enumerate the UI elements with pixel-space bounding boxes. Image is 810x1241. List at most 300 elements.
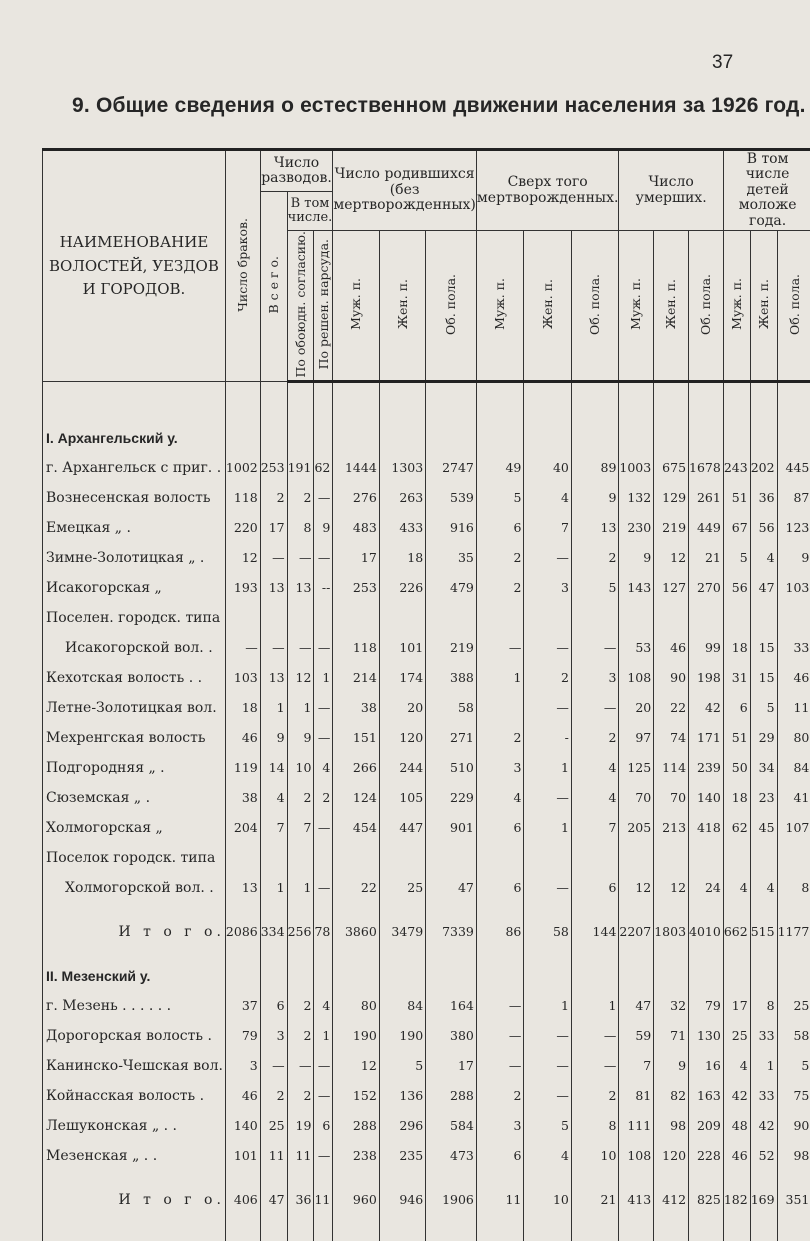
empty-cell [314, 961, 333, 991]
value-cell: 8 [571, 1111, 619, 1141]
value-cell: 1 [750, 1051, 777, 1081]
value-cell: 9 [777, 543, 810, 573]
name-column-header: НАИМЕНОВАНИЕ ВОЛОСТЕЙ, УЕЗДОВ И ГОРОДОВ. [43, 150, 226, 382]
empty-cell [524, 423, 572, 453]
value-cell: 182 [723, 1185, 750, 1215]
value-cell: 62 [723, 813, 750, 843]
value-cell: 101 [225, 1141, 260, 1171]
value-cell: 271 [426, 723, 477, 753]
value-cell: 24 [689, 873, 724, 903]
value-cell: 25 [723, 1021, 750, 1051]
value-cell: 17 [260, 513, 287, 543]
died-male-header: Муж. п. [619, 231, 654, 382]
value-cell: 5 [379, 1051, 425, 1081]
value-cell: 9 [654, 1051, 689, 1081]
died-both-header: Об. пола. [689, 231, 724, 382]
value-cell: — [571, 1051, 619, 1081]
value-cell: 49 [476, 453, 524, 483]
value-cell: 46 [225, 1081, 260, 1111]
value-cell: 205 [619, 813, 654, 843]
value-cell: 130 [689, 1021, 724, 1051]
value-cell: 473 [426, 1141, 477, 1171]
value-cell: 3 [476, 753, 524, 783]
value-cell: 1 [314, 663, 333, 693]
value-cell: 6 [476, 813, 524, 843]
value-cell: 675 [654, 453, 689, 483]
value-cell [426, 843, 477, 873]
value-cell: 4010 [689, 917, 724, 947]
empty-cell [43, 1215, 226, 1241]
stillborn-both-header: Об. пола. [571, 231, 619, 382]
value-cell: 946 [379, 1185, 425, 1215]
empty-cell [571, 947, 619, 961]
value-cell [333, 843, 379, 873]
empty-cell [750, 382, 777, 424]
empty-cell [379, 382, 425, 424]
value-cell: 108 [619, 1141, 654, 1171]
empty-cell [654, 382, 689, 424]
value-cell: 5 [777, 1051, 810, 1081]
table-row [43, 1081, 810, 1111]
value-cell: 1002 [225, 453, 260, 483]
value-cell: 228 [689, 1141, 724, 1171]
empty-cell [750, 903, 777, 917]
value-cell: 219 [654, 513, 689, 543]
value-cell: 129 [654, 483, 689, 513]
value-cell: 14 [260, 753, 287, 783]
empty-cell [379, 423, 425, 453]
value-cell: 9 [619, 543, 654, 573]
empty-cell [287, 903, 314, 917]
value-cell [777, 603, 810, 633]
value-cell: 2 [476, 543, 524, 573]
value-cell: 58 [426, 693, 477, 723]
empty-cell [689, 423, 724, 453]
value-cell: 11 [287, 1141, 314, 1171]
table-row [43, 513, 810, 543]
empty-cell [777, 903, 810, 917]
value-cell [571, 843, 619, 873]
value-cell: 80 [777, 723, 810, 753]
value-cell: 20 [379, 693, 425, 723]
row-name: Холмогорская „ [43, 813, 226, 843]
value-cell [287, 603, 314, 633]
value-cell: 59 [619, 1021, 654, 1051]
value-cell: 380 [426, 1021, 477, 1051]
value-cell: 2 [314, 783, 333, 813]
value-cell: 17 [723, 991, 750, 1021]
value-cell: 1 [476, 663, 524, 693]
value-cell: 23 [750, 783, 777, 813]
value-cell: 46 [723, 1141, 750, 1171]
value-cell: 418 [689, 813, 724, 843]
value-cell: 47 [260, 1185, 287, 1215]
value-cell: 118 [333, 633, 379, 663]
empty-cell [314, 947, 333, 961]
value-cell: 454 [333, 813, 379, 843]
row-name: Холмогорской вол. . [43, 873, 226, 903]
value-cell: 29 [750, 723, 777, 753]
statistics-table [42, 148, 810, 1241]
value-cell: — [524, 873, 572, 903]
value-cell: 214 [333, 663, 379, 693]
value-cell: 25 [260, 1111, 287, 1141]
value-cell: 12 [225, 543, 260, 573]
value-cell: 19 [287, 1111, 314, 1141]
value-cell: 5 [750, 693, 777, 723]
value-cell: 433 [379, 513, 425, 543]
value-cell: 136 [379, 1081, 425, 1111]
spacer-row [43, 382, 810, 424]
value-cell: 9 [260, 723, 287, 753]
value-cell: 5 [476, 483, 524, 513]
value-cell [750, 843, 777, 873]
value-cell: 412 [654, 1185, 689, 1215]
value-cell: 74 [654, 723, 689, 753]
value-cell: 4 [524, 1141, 572, 1171]
value-cell: — [314, 723, 333, 753]
empty-cell [723, 382, 750, 424]
value-cell: 2 [287, 783, 314, 813]
row-name: Канинско-Чешская вол. [43, 1051, 226, 1081]
value-cell: 253 [260, 453, 287, 483]
empty-cell [723, 903, 750, 917]
value-cell: 105 [379, 783, 425, 813]
value-cell: — [476, 1021, 524, 1051]
row-name: Дорогорская волость . [43, 1021, 226, 1051]
empty-cell [689, 382, 724, 424]
empty-cell [426, 382, 477, 424]
empty-cell [260, 1215, 287, 1241]
empty-cell [723, 423, 750, 453]
value-cell: 261 [689, 483, 724, 513]
value-cell: 253 [333, 573, 379, 603]
value-cell: 3 [524, 573, 572, 603]
value-cell [426, 603, 477, 633]
value-cell: — [314, 1141, 333, 1171]
empty-cell [619, 1171, 654, 1185]
value-cell: — [314, 483, 333, 513]
value-cell: 2 [476, 573, 524, 603]
value-cell: 16 [689, 1051, 724, 1081]
value-cell: 101 [379, 633, 425, 663]
value-cell: 4 [750, 543, 777, 573]
value-cell: 17 [333, 543, 379, 573]
table-row [43, 1021, 810, 1051]
value-cell: 2207 [619, 917, 654, 947]
empty-cell [619, 382, 654, 424]
value-cell: 42 [750, 1111, 777, 1141]
value-cell: 1444 [333, 453, 379, 483]
value-cell: 1 [524, 753, 572, 783]
value-cell: 140 [689, 783, 724, 813]
spacer-row [43, 1215, 810, 1241]
empty-cell [43, 947, 226, 961]
value-cell: 1803 [654, 917, 689, 947]
value-cell: 70 [654, 783, 689, 813]
empty-cell [225, 1215, 260, 1241]
empty-cell [260, 961, 287, 991]
value-cell: 334 [260, 917, 287, 947]
value-cell: — [314, 1081, 333, 1111]
empty-cell [225, 423, 260, 453]
value-cell: 35 [426, 543, 477, 573]
value-cell: 45 [750, 813, 777, 843]
value-cell [476, 603, 524, 633]
value-cell: 388 [426, 663, 477, 693]
total-row [43, 917, 810, 947]
value-cell: 81 [619, 1081, 654, 1111]
value-cell: 6 [723, 693, 750, 723]
value-cell: 36 [287, 1185, 314, 1215]
row-name: г. Архангельск с приг. . [43, 453, 226, 483]
value-cell: 70 [619, 783, 654, 813]
row-name: Емецкая „ . [43, 513, 226, 543]
value-cell: 47 [426, 873, 477, 903]
value-cell: 960 [333, 1185, 379, 1215]
value-cell: 351 [777, 1185, 810, 1215]
value-cell: 71 [654, 1021, 689, 1051]
value-cell: 15 [750, 663, 777, 693]
value-cell: — [524, 633, 572, 663]
value-cell: 4 [571, 783, 619, 813]
value-cell: 12 [333, 1051, 379, 1081]
empty-cell [379, 1171, 425, 1185]
row-name: Сюземская „ . [43, 783, 226, 813]
empty-cell [379, 961, 425, 991]
value-cell: 584 [426, 1111, 477, 1141]
value-cell: — [524, 1051, 572, 1081]
value-cell: 25 [777, 991, 810, 1021]
empty-cell [524, 1215, 572, 1241]
value-cell: 18 [723, 783, 750, 813]
row-name: Поселок городск. типа [43, 843, 226, 873]
empty-cell [314, 1215, 333, 1241]
empty-cell [619, 903, 654, 917]
value-cell: 238 [333, 1141, 379, 1171]
empty-cell [689, 961, 724, 991]
value-cell [379, 603, 425, 633]
value-cell: 190 [333, 1021, 379, 1051]
value-cell: 36 [750, 483, 777, 513]
value-cell: 2 [571, 1081, 619, 1111]
value-cell: 226 [379, 573, 425, 603]
value-cell: 406 [225, 1185, 260, 1215]
spacer-row [43, 903, 810, 917]
row-name: Летне-Золотицкая вол. [43, 693, 226, 723]
table-row [43, 483, 810, 513]
value-cell: 140 [225, 1111, 260, 1141]
value-cell [260, 603, 287, 633]
value-cell: 17 [426, 1051, 477, 1081]
empty-cell [333, 382, 379, 424]
value-cell: 219 [426, 633, 477, 663]
value-cell [314, 603, 333, 633]
value-cell: 51 [723, 723, 750, 753]
value-cell: — [314, 543, 333, 573]
value-cell: 25 [379, 873, 425, 903]
value-cell: 6 [260, 991, 287, 1021]
spacer-row [43, 947, 810, 961]
value-cell: 1 [260, 873, 287, 903]
empty-cell [476, 382, 524, 424]
value-cell: 144 [571, 917, 619, 947]
empty-cell [750, 961, 777, 991]
value-cell: 916 [426, 513, 477, 543]
value-cell: 37 [225, 991, 260, 1021]
row-name: Кехотская волость . . [43, 663, 226, 693]
value-cell: 447 [379, 813, 425, 843]
empty-cell [689, 1171, 724, 1185]
empty-cell [260, 903, 287, 917]
value-cell: — [260, 543, 287, 573]
value-cell: 163 [689, 1081, 724, 1111]
table-row [43, 753, 810, 783]
empty-cell [43, 382, 226, 424]
value-cell [689, 603, 724, 633]
empty-cell [426, 423, 477, 453]
value-cell: 89 [571, 453, 619, 483]
value-cell: 2 [260, 483, 287, 513]
value-cell: 12 [287, 663, 314, 693]
empty-cell [225, 961, 260, 991]
row-name: Мехренгская волость [43, 723, 226, 753]
died-header: Число умерших. [619, 150, 723, 231]
value-cell: 107 [777, 813, 810, 843]
value-cell [689, 843, 724, 873]
value-cell: — [314, 633, 333, 663]
value-cell: 1 [260, 693, 287, 723]
value-cell: 38 [333, 693, 379, 723]
total-row [43, 1185, 810, 1215]
empty-cell [426, 1215, 477, 1241]
value-cell: 58 [524, 917, 572, 947]
table-row [43, 693, 810, 723]
value-cell: — [571, 693, 619, 723]
value-cell: 40 [524, 453, 572, 483]
value-cell: 75 [777, 1081, 810, 1111]
value-cell: 90 [777, 1111, 810, 1141]
empty-cell [287, 961, 314, 991]
empty-cell [524, 903, 572, 917]
value-cell: 21 [571, 1185, 619, 1215]
value-cell: 2 [476, 723, 524, 753]
empty-cell [476, 1215, 524, 1241]
empty-cell [777, 1171, 810, 1185]
empty-cell [524, 1171, 572, 1185]
value-cell [619, 603, 654, 633]
value-cell: 288 [426, 1081, 477, 1111]
empty-cell [777, 961, 810, 991]
divorces-incl-header: В том числе. [287, 192, 333, 231]
page-number: 37 [712, 52, 733, 74]
value-cell: 2 [260, 1081, 287, 1111]
value-cell: 127 [654, 573, 689, 603]
section-title: II. Мезенский у. [43, 961, 226, 991]
value-cell: 7 [524, 513, 572, 543]
value-cell: 7 [260, 813, 287, 843]
value-cell: 7339 [426, 917, 477, 947]
table-row [43, 813, 810, 843]
divorces-mutual-header: По обоюдн. согласию. [287, 231, 314, 382]
value-cell: 125 [619, 753, 654, 783]
empty-cell [689, 1215, 724, 1241]
empty-cell [723, 1171, 750, 1185]
value-cell: 22 [654, 693, 689, 723]
value-cell: 198 [689, 663, 724, 693]
empty-cell [654, 961, 689, 991]
stillborn-male-header: Муж. п. [476, 231, 524, 382]
value-cell: 21 [689, 543, 724, 573]
value-cell: 31 [723, 663, 750, 693]
value-cell: 53 [619, 633, 654, 663]
value-cell: 2 [287, 1081, 314, 1111]
value-cell: 87 [777, 483, 810, 513]
value-cell: 1 [524, 813, 572, 843]
value-cell: — [524, 1081, 572, 1111]
empty-cell [333, 423, 379, 453]
value-cell: 1303 [379, 453, 425, 483]
value-cell: 50 [723, 753, 750, 783]
value-cell: 3860 [333, 917, 379, 947]
value-cell: 124 [333, 783, 379, 813]
empty-cell [654, 903, 689, 917]
value-cell: 114 [654, 753, 689, 783]
value-cell: 118 [225, 483, 260, 513]
born-female-header: Жен. п. [379, 231, 425, 382]
empty-cell [260, 947, 287, 961]
value-cell: 256 [287, 917, 314, 947]
value-cell: 99 [689, 633, 724, 663]
value-cell: 1003 [619, 453, 654, 483]
value-cell: 84 [777, 753, 810, 783]
born-male-header: Муж. п. [333, 231, 379, 382]
value-cell: 445 [777, 453, 810, 483]
value-cell: 151 [333, 723, 379, 753]
value-cell: 4 [723, 1051, 750, 1081]
empty-cell [619, 947, 654, 961]
table-row [43, 543, 810, 573]
value-cell: — [571, 633, 619, 663]
empty-cell [476, 961, 524, 991]
value-cell: 270 [689, 573, 724, 603]
value-cell: 119 [225, 753, 260, 783]
value-cell: — [287, 1051, 314, 1081]
value-cell: 11 [777, 693, 810, 723]
value-cell: 230 [619, 513, 654, 543]
value-cell: 2 [287, 991, 314, 1021]
empty-cell [43, 1171, 226, 1185]
value-cell: — [225, 633, 260, 663]
value-cell: 9 [287, 723, 314, 753]
infants-male-header: Муж. п. [723, 231, 750, 382]
value-cell: 1 [287, 873, 314, 903]
value-cell: 483 [333, 513, 379, 543]
empty-cell [333, 947, 379, 961]
value-cell: 9 [314, 513, 333, 543]
value-cell: 449 [689, 513, 724, 543]
value-cell: 33 [750, 1021, 777, 1051]
value-cell: 111 [619, 1111, 654, 1141]
total-label: И т о г о. [43, 1185, 226, 1215]
value-cell: 103 [777, 573, 810, 603]
value-cell: 13 [260, 663, 287, 693]
value-cell: 2747 [426, 453, 477, 483]
value-cell: 78 [314, 917, 333, 947]
empty-cell [689, 947, 724, 961]
value-cell: 6 [476, 513, 524, 543]
table-row [43, 453, 810, 483]
